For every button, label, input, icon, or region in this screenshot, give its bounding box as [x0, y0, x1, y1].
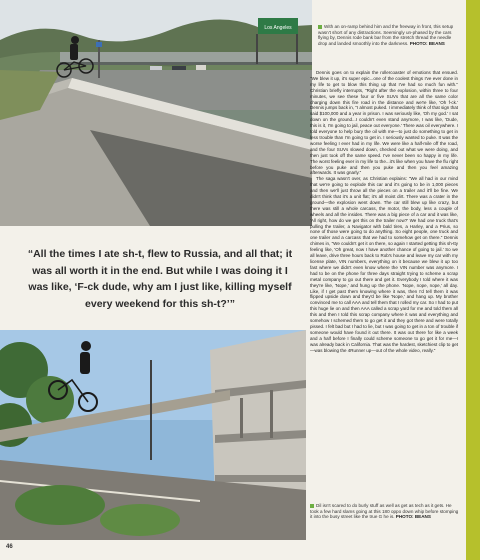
bottom-caption-credit: PHOTO: BEANS: [395, 514, 431, 520]
bottom-caption-text: Dil isn't scared to do burly stuff as well as get as tech as it gets. He took a few hard slams going at this 180 oppo down whip before stomping it into the busy street like the true G he is.: [310, 503, 459, 520]
top-caption-text: With an on-ramp behind him and the freeway in front, this setup wasn't short of any distractions. Seemingly un-phased by the cars flying by, Dennis rode bank bar from the stretch thread the needle drop and landed smoothly into the darkness.: [318, 24, 454, 46]
freeway-ride-photo: [0, 0, 312, 226]
highway-sign-text: Los Angeles: [264, 25, 292, 31]
article-body: [310, 70, 458, 500]
caption-bullet-icon: [318, 25, 322, 29]
street-whip-photo: [0, 330, 306, 540]
page-number: 46: [6, 544, 13, 550]
body-paragraph: Dennis goes on to explain the rollercoaster of emotions that ensued. "We blew it up, it's super epic...one of the coolest things I've ever done in my life to get to blow this thing up that I've had so much fun with." Christian briefly interrupts, "Right after the explosion, within three to four minutes, we see these four or five SUVs that are all the same color charging down this fire road in the distance and we're like, 'Oh f-ck.' Dennis jumps back in, "I almost puked. I immediately think of that sign that said $100,000 and a year in prison. I was seriously like, 'Oh my god.' I sat down on the ground...I couldn't even stand anymore, I was like, 'Dude, this is it, I'm going to jail, peace out everyone.' There was oil everywhere. I told everyone to help bury the oil with me—to just do something to get in less trouble than I'm going to get in. I seriously wanted to puke. It was the worse feeling I ever had in my life. We were like a half-mile off the road, and the four SUVs slowed down, checked out what we were doing, and then just took off the same speed. I've never been so happy in my life. The worst feeling ever in my life to the...it's like when you have the flu right before you puke and then you puke and then you feel amazing afterwards. It was gnarly.": [310, 70, 458, 176]
top-photo-caption: [318, 24, 458, 46]
top-caption-credit: PHOTO: BEANS: [409, 40, 445, 46]
body-paragraph: The saga wasn't over, as Christian explains: "We all had in our mind that we're going to explode this car and it's going to be in 1,000 pieces and then we'll just throw all the pieces on a trailer and it'll be fine. We didn't think that it's a unit flat; it's all moist dirt. There was a crater in the ground—the explosion went down. The car still blew up like crazy, but there was still a whole carcass, the motor, the body, less a couple of wheels and all the insides. There was a big piece of a car and it was like, 'All right, how do we get this on the trailer now?' We had one truck that's pulling the trailer, a Navigator with bald tires, a Harley, and a Prius, so none of those were going to do anything. So eight people, one truck and one trailer and a carcass that we had to somehow get on there." Dennis chimes in, "We couldn't get it on there, so again I started getting this sh-tty feeling like, 'Oh great, now I have another chance of going to jail.' So we all leave, drive three hours back to Rob's house and leave my car with my license plate, VIN numbers, everything on it because we blew it up too fast where we didn't even know where the VIN number was anymore. I had to be on the phone for three days straight trying to scheme a scrap metal company to go out there and get it. Everybody I told where it was they're like, 'Nope,' and hung up the phone. 'Nope, nope, nope,' all day. Like, if I get past them knowing where it was, then I'd tell them it was flipped upside down and they'd be like 'Nope,' and hang up. My brother convinced me to call AAA and tell them that I rolled my car. So I had to put this huge lie on and then AAA called a scrap yard for me and told them all this and then I told this scrap company where it was and everything and somehow I schemed them to go get it and they got there and were totally pissed. I felt bad but I had to lie, but I was going to get in a ton of trouble if someone would have found it out there. It was out there for like a week and a half before I finally could scheme someone to go get it for me—I was already back in California. That was the hardest, sketchiest clip to get—was blowing the 4Runner up—out of the whole video, really.": [310, 176, 458, 353]
pull-quote: “All the times I ate sh-t, flew to Russia, and all that; it was all worth it in the end. But while I was doing it I was like, ‘F-ck dude, why am I just like, killing myself every weekend for this sh-t?’”: [27, 248, 293, 310]
green-margin-rule: [466, 0, 480, 560]
bottom-photo-caption: [310, 503, 460, 520]
caption-bullet-icon: [310, 504, 314, 508]
